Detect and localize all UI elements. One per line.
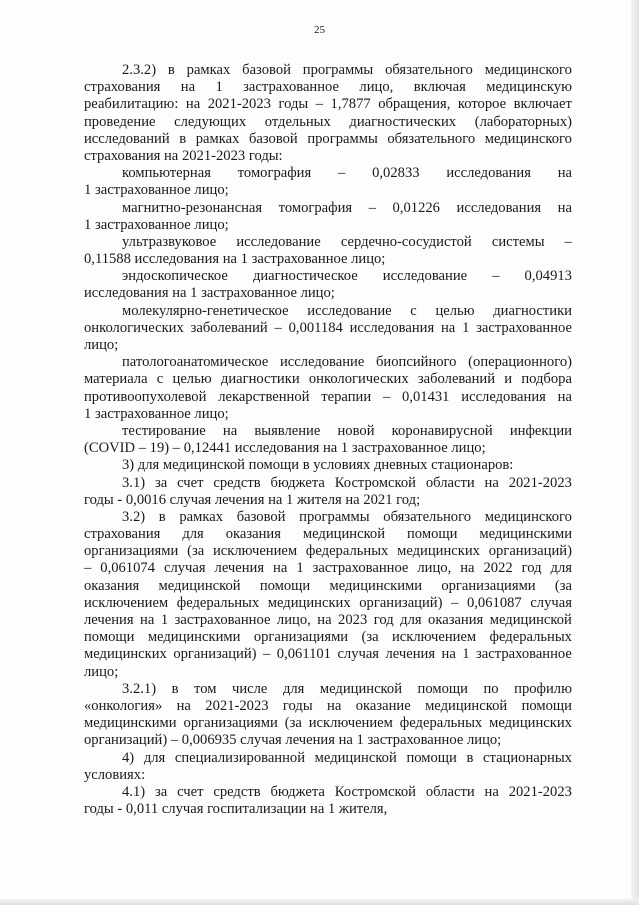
text-line <box>84 543 572 560</box>
text-line <box>84 595 572 612</box>
word: организаций) <box>173 646 257 663</box>
word: медицинской <box>158 577 241 594</box>
text-line <box>84 354 572 371</box>
word: томография <box>237 165 312 182</box>
word: 3.1) <box>122 474 146 491</box>
text-line <box>84 96 572 113</box>
word: программы <box>299 508 370 525</box>
word: страхования <box>84 526 161 543</box>
line-text: 1 застрахованное лицо; <box>84 405 229 422</box>
text-line <box>84 509 572 526</box>
word: рамках <box>186 62 231 78</box>
word: на <box>484 783 499 800</box>
word: федеральных <box>176 594 260 611</box>
word: для <box>282 680 305 697</box>
word: заболеваний <box>417 371 496 388</box>
line-text: организаций) – 0,006935 случая лечения на 1 застрахованное лицо; <box>84 732 502 749</box>
text-line <box>84 303 572 320</box>
word: лицо, <box>417 560 452 577</box>
word: системы <box>491 233 545 250</box>
word: лицо, <box>359 79 394 96</box>
word: компьютерная <box>122 165 211 182</box>
word: помощи <box>407 526 458 543</box>
word: – <box>263 646 271 663</box>
word: для <box>182 526 204 543</box>
word: на <box>180 79 196 96</box>
word: том <box>194 680 217 697</box>
word: коронавирусной <box>391 422 493 439</box>
word: оказание <box>355 697 411 714</box>
word: новой <box>337 422 375 439</box>
word: за <box>154 783 168 800</box>
word: исследования <box>461 388 546 405</box>
word: 1 <box>215 79 223 96</box>
word: 2021-2023 <box>205 697 269 714</box>
word: счет <box>177 783 204 800</box>
word: лечения <box>214 560 265 577</box>
line-text: годы - 0,011 случая госпитализации на 1 жителя, <box>84 801 388 818</box>
word: для <box>550 560 572 577</box>
word: на <box>176 697 191 714</box>
word: годы <box>278 96 309 113</box>
word: медицинской <box>489 612 572 628</box>
word: медицинскими <box>147 629 241 646</box>
word: молекулярно-генетическое <box>122 302 289 319</box>
word: заболеваний <box>190 319 268 336</box>
text-line <box>84 285 572 302</box>
word: застрахованное <box>312 560 409 577</box>
word: на <box>140 612 155 628</box>
text-line <box>84 664 572 681</box>
word: на <box>557 388 572 405</box>
word: на <box>273 560 288 577</box>
word: 0,061087 <box>466 594 522 611</box>
text-line <box>84 492 572 509</box>
word: обязательного <box>385 62 473 78</box>
word: исследования <box>456 199 542 216</box>
word: исследование <box>307 302 392 319</box>
word: базовой <box>242 62 291 78</box>
word: застрахованное <box>476 646 572 663</box>
word: помощи <box>84 629 135 646</box>
word: организаций) <box>359 594 443 611</box>
word: исключением <box>308 715 393 732</box>
word: программы <box>307 130 378 147</box>
word: исследование <box>382 268 468 285</box>
word: профилю <box>514 680 572 697</box>
word: оказания <box>84 577 140 594</box>
word: исключением <box>84 594 169 611</box>
word: организаций) <box>488 543 572 560</box>
text-line <box>84 475 572 492</box>
word: следующих <box>174 113 247 130</box>
word: 4.1) <box>122 783 146 800</box>
word: – <box>368 199 376 216</box>
word: медицинскими <box>84 715 177 732</box>
page-bottom-shadow <box>0 899 639 905</box>
word: медицинской <box>302 526 386 543</box>
word: (за <box>187 543 205 560</box>
word: программы <box>302 62 374 78</box>
line-text: лицо; <box>84 337 119 353</box>
word: федеральных <box>489 629 572 646</box>
word: 4) <box>122 749 135 766</box>
word: (операционного) <box>468 354 572 371</box>
line-text: годы - 0,0016 случая лечения на 1 жителя на 2021 год; <box>84 491 421 508</box>
word: 2023 <box>338 612 368 628</box>
word: за <box>154 474 168 491</box>
word: (за <box>284 715 302 732</box>
word: на <box>440 319 456 336</box>
word: рамках <box>179 508 224 525</box>
word: оказания <box>428 612 484 628</box>
line-text: условиях: <box>84 766 146 783</box>
text-line <box>84 526 572 543</box>
line-text: 1 застрахованное лицо; <box>84 182 229 199</box>
word: исследование <box>279 354 365 371</box>
text-line <box>84 62 572 79</box>
word: средств <box>213 783 261 800</box>
word: терапии <box>321 388 372 405</box>
text-line <box>84 698 572 715</box>
word: (за <box>361 629 379 646</box>
word: в <box>466 749 474 766</box>
word: 2021-2023 <box>508 474 572 491</box>
line-text: (COVID – 19) – 0,12441 исследования на 1 застрахованное лицо; <box>84 440 486 457</box>
word: подбора <box>521 371 572 388</box>
word: сердечно-сосудистой <box>340 233 472 250</box>
word: год <box>521 560 542 577</box>
word: стационарных <box>483 749 572 766</box>
word: в <box>179 130 187 147</box>
word: выявление <box>254 422 321 439</box>
word: исключением <box>212 543 298 560</box>
word: лечения <box>84 612 134 628</box>
page-number: 25 <box>314 24 325 36</box>
word: на <box>441 646 456 663</box>
text-line <box>84 182 572 199</box>
word: на <box>317 612 332 628</box>
word: биопсийного <box>376 354 457 371</box>
word: в <box>171 680 179 697</box>
word: – <box>451 594 459 611</box>
word: эндоскопическое <box>122 268 228 285</box>
word: «онкология» <box>84 697 163 714</box>
word: на <box>557 165 572 182</box>
word: медицинскими <box>479 526 572 543</box>
word: медицинской <box>319 680 403 697</box>
word: онкологических <box>84 319 184 336</box>
word: случая <box>337 646 380 663</box>
word: 1 <box>462 646 470 663</box>
text-line <box>84 801 572 818</box>
word: медицинского <box>484 130 572 147</box>
word: 0,001184 <box>288 319 343 336</box>
word: медицинскую <box>486 79 572 96</box>
word: лечения <box>385 646 436 663</box>
word: 1 <box>462 319 470 336</box>
word: 3.2) <box>122 508 146 525</box>
word: исследований <box>84 130 170 147</box>
word: исследование <box>236 233 321 250</box>
word: медицинской <box>314 749 397 766</box>
word: 1 <box>160 612 169 628</box>
word: 2021-2023 <box>508 783 572 800</box>
word: области <box>425 474 475 491</box>
word: диагностики <box>220 371 300 388</box>
word: реабилитацию: <box>84 96 179 113</box>
text-line <box>84 578 572 595</box>
word: которое <box>457 96 507 113</box>
text-line <box>84 767 572 784</box>
word: 0,061074 <box>100 560 155 577</box>
text-line <box>84 131 572 148</box>
word: застрахованное <box>243 79 340 96</box>
line-text: лицо; <box>84 663 119 680</box>
word: Костромской <box>334 783 416 800</box>
line-text: исследования на 1 застрахованное лицо; <box>84 285 335 302</box>
text-line <box>84 165 572 182</box>
word: организациями <box>441 577 536 594</box>
word: средств <box>213 474 261 491</box>
word: 0,01431 <box>402 388 450 405</box>
word: материала <box>84 371 148 388</box>
word: диагностики <box>493 302 572 319</box>
word: помощи <box>406 749 457 766</box>
page-edge-shadow <box>631 0 639 905</box>
word: 0,061101 <box>276 646 331 663</box>
word: специализированной <box>174 749 306 766</box>
word: помощи <box>521 697 572 714</box>
word: в <box>167 62 175 78</box>
word: на <box>557 199 572 216</box>
text-line <box>84 646 572 663</box>
text-line <box>84 784 572 801</box>
text-line <box>84 148 572 165</box>
word: 0,02833 <box>372 165 420 182</box>
word: организациями <box>183 715 278 732</box>
word: – <box>84 560 92 577</box>
word: базовой <box>236 508 286 525</box>
word: федеральных <box>399 715 483 732</box>
text-line <box>84 457 572 474</box>
word: (за <box>554 577 572 594</box>
text-line <box>84 320 572 337</box>
word: – <box>492 268 500 285</box>
word: магнитно-резонансная <box>122 199 263 216</box>
word: медицинскими <box>329 577 423 594</box>
word: медицинских <box>267 594 351 611</box>
word: базовой <box>248 130 298 147</box>
line-text: 1 застрахованное лицо; <box>84 216 229 233</box>
word: 1,7877 <box>330 96 371 113</box>
word: медицинских <box>397 543 480 560</box>
word: федеральных <box>305 543 389 560</box>
word: 2.3.2) <box>122 62 157 78</box>
word: организациями <box>253 629 349 646</box>
word: рамках <box>195 130 240 147</box>
word: – <box>382 388 391 405</box>
word: на <box>185 96 201 113</box>
word: 2021-2023 <box>207 96 271 113</box>
word: для <box>143 749 166 766</box>
text-line <box>84 406 572 423</box>
word: в <box>158 508 166 525</box>
text-line <box>84 79 572 96</box>
word: с <box>410 302 417 319</box>
word: обязательного <box>383 508 472 525</box>
word: застрахованное <box>174 612 271 628</box>
word: Костромской <box>334 474 416 491</box>
word: тестирование <box>122 422 206 439</box>
word: помощи <box>259 577 311 594</box>
text-line <box>84 217 572 234</box>
word: организациями <box>84 543 179 560</box>
text-line <box>84 681 572 698</box>
text-line <box>84 732 572 749</box>
word: целью <box>172 371 212 388</box>
line-text: 0,11588 исследования на 1 застрахованное лицо; <box>84 251 386 268</box>
text-line <box>84 715 572 732</box>
word: оказания <box>225 526 281 543</box>
word: помощи <box>417 680 468 697</box>
line-text: страхования на 2021-2023 годы: <box>84 147 283 164</box>
word: исследования <box>349 319 435 336</box>
text-line <box>84 200 572 217</box>
text-line <box>84 371 572 388</box>
word: лицо, <box>276 612 311 628</box>
body-text <box>84 62 572 818</box>
word: 1 <box>296 560 304 577</box>
text-line <box>84 423 572 440</box>
text-line <box>84 750 572 767</box>
text-line <box>84 114 572 131</box>
text-line <box>84 234 572 251</box>
word: для <box>400 612 422 628</box>
word: проведение <box>84 113 156 130</box>
word: 2022 <box>483 560 513 577</box>
word: исследования <box>446 165 531 182</box>
text-line <box>84 337 572 354</box>
word: диагностическое <box>252 268 358 285</box>
word: – <box>338 165 346 182</box>
text-line <box>84 389 572 406</box>
word: счет <box>177 474 204 491</box>
word: патологоанатомическое <box>122 354 269 371</box>
word: – <box>564 233 572 250</box>
text-line <box>84 629 572 646</box>
word: год <box>373 612 394 628</box>
text-line <box>84 560 572 577</box>
word: медицинского <box>484 62 572 78</box>
word: томография <box>278 199 353 216</box>
word: включая <box>413 79 466 96</box>
word: 3.2.1) <box>122 680 157 697</box>
word: застрахованное <box>476 319 572 336</box>
word: отдельных <box>264 113 331 130</box>
word: области <box>425 783 475 800</box>
word: противоопухолевой <box>84 388 207 405</box>
word: на <box>327 697 342 714</box>
word: ультразвуковое <box>122 233 217 250</box>
word: с <box>156 371 164 388</box>
word: – <box>274 319 282 336</box>
word: – <box>315 96 324 113</box>
word: обязательного <box>387 130 476 147</box>
text-line <box>84 612 572 629</box>
word: случая <box>163 560 206 577</box>
word: на <box>460 560 475 577</box>
word: инфекции <box>509 422 572 439</box>
word: включает <box>513 96 572 113</box>
word: страхования <box>84 79 161 96</box>
word: диагностических <box>349 113 457 130</box>
word: числе <box>232 680 268 697</box>
word: медицинской <box>425 697 508 714</box>
word: на <box>222 422 238 439</box>
word: на <box>484 474 499 491</box>
word: (лабораторных) <box>474 113 572 130</box>
text-line <box>84 268 572 285</box>
word: обращения, <box>378 96 451 113</box>
word: 0,01226 <box>392 199 440 216</box>
word: медицинского <box>484 508 572 525</box>
word: онкологических <box>308 371 409 388</box>
word: лекарственной <box>218 388 310 405</box>
word: случая <box>530 594 572 611</box>
text-line <box>84 440 572 457</box>
word: 0,04913 <box>524 268 572 285</box>
word: целью <box>435 302 475 319</box>
word: по <box>483 680 499 697</box>
word: годы <box>282 697 313 714</box>
word: бюджета <box>270 783 325 800</box>
line-text: 3) для медицинской помощи в условиях дневных стационаров: <box>122 457 514 474</box>
word: медицинских <box>489 715 572 732</box>
word: медицинских <box>84 646 167 663</box>
word: исключением <box>392 629 477 646</box>
word: бюджета <box>270 474 325 491</box>
word: и <box>504 371 513 388</box>
text-line <box>84 251 572 268</box>
